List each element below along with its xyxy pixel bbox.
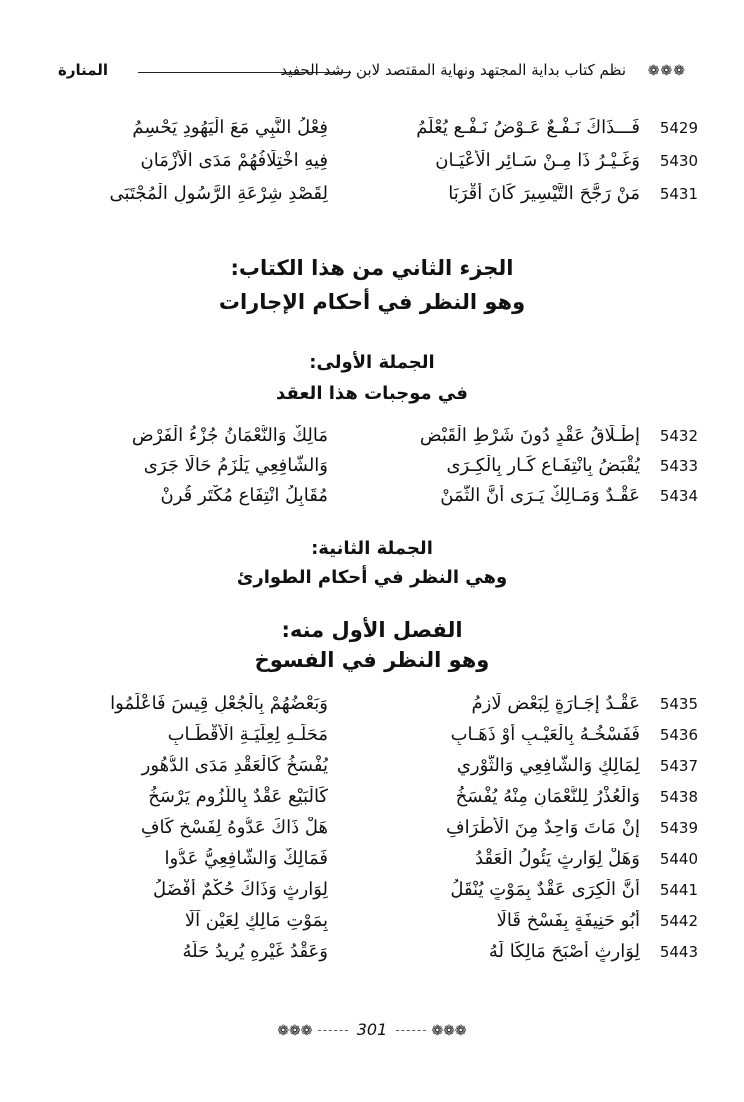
verse-first-hemistich: وَالْعُذْرُ لِلنُّعْمَانِ مِنْهُ يُفْسَخُ: [455, 786, 640, 807]
section-heading: الفصل الأول منه:: [281, 618, 463, 642]
flower-ornament-icon: ❁❁❁: [277, 1023, 313, 1039]
page-number: 301: [356, 1020, 388, 1039]
verse-number: 5432: [659, 427, 698, 445]
verse-number: 5431: [659, 185, 698, 203]
verse-number: 5439: [659, 819, 698, 837]
verse-first-hemistich: عَقْـدٌ وَمَـالِكٌ يَـرَى أَنَّ الثَّمَنْ: [440, 485, 640, 506]
footer-rule: [396, 1030, 426, 1031]
verse-second-hemistich: وَبَعْضُهُمْ بِالْجُعْلِ قِيسَ فَاعْلَمُوا: [110, 693, 328, 714]
verse-row: [58, 455, 698, 485]
verse-second-hemistich: فَمَالِكٌ وَالشَّافِعِيُّ عَدُّوا: [164, 848, 328, 869]
verse-first-hemistich: وَهَلْ لِوَارِثٍ يَئُولُ الْعَقْدُ: [475, 848, 640, 869]
verse-second-hemistich: لِقَصْدِ شِرْعَةِ الرَّسُولِ الْمُجْتَبَى: [109, 183, 328, 204]
header-rule: [138, 72, 351, 73]
chapter-subheading: في موجبات هذا العقد: [276, 383, 468, 404]
verse-number: 5443: [659, 943, 698, 961]
verse-second-hemistich: وَالشَّافِعِي يَلْزَمُ حَالًا جَرَى: [143, 455, 328, 476]
verse-second-hemistich: وَعَقْدُ غَيْرِهِ يُرِيدُ حَلَّهُ: [182, 941, 328, 962]
verse-number: 5429: [659, 119, 698, 137]
verse-number: 5436: [659, 726, 698, 744]
verse-row: [58, 183, 698, 213]
part-subheading: وهو النظر في أحكام الإجارات: [218, 290, 526, 314]
flower-ornament-icon: ❁❁❁: [431, 1023, 467, 1039]
verse-row: [58, 786, 698, 816]
verse-first-hemistich: لِوَارِثٍ أَصْبَحَ مَالِكًا لَهُ: [488, 941, 640, 962]
verse-row: [58, 693, 698, 723]
verse-first-hemistich: وَغَـيْـرُ ذَا مِـنْ سَـائِرِ الْأَعْيَـانِ: [435, 150, 640, 171]
verse-first-hemistich: فَـــذَاكَ نَـفْـعٌ عَـوْضُ نَـفْـعٍ يُعْلَمُ: [416, 117, 640, 138]
verse-first-hemistich: إِطْـلَاقُ عَقْدٍ دُونَ شَرْطِ الْقَبْضِ: [419, 425, 640, 446]
flower-ornament-icon: ❁❁❁: [647, 63, 686, 79]
verse-number: 5437: [659, 757, 698, 775]
verse-first-hemistich: أَبُو حَنِيفَةٍ بِفَسْخٍ قَالَا: [496, 910, 640, 931]
chapter-subheading: وهي النظر في أحكام الطوارئ: [236, 567, 508, 588]
verse-first-hemistich: مَنْ رَجَّحَ التَّيْسِيرَ كَانَ أَقْرَبَا: [448, 183, 640, 204]
verse-number: 5435: [659, 695, 698, 713]
verse-row: [58, 485, 698, 515]
verse-first-hemistich: أَنَّ الْكِرَى عَقْدٌ بِمَوْتٍ يُنْقَلُ: [450, 879, 640, 900]
chapter-heading: الجملة الثانية:: [311, 538, 433, 559]
part-heading: الجزء الثاني من هذا الكتاب:: [230, 256, 514, 280]
verse-first-hemistich: إِنْ مَاتَ وَاحِدٌ مِنَ الْأَطْرَافِ: [446, 817, 640, 838]
verse-row: [58, 755, 698, 785]
verse-first-hemistich: لِمَالِكٍ وَالشَّافِعِي وَالثَّوْرِي: [456, 755, 640, 776]
verse-second-hemistich: يُفْسَخُ كَالْعَقْدِ مَدَى الدُّهُورِ: [141, 755, 328, 776]
verse-second-hemistich: فِعْلُ النَّبِي مَعَ الْيَهُودِ يَحْسِمُ: [132, 117, 328, 138]
verse-row: [58, 150, 698, 180]
book-title: نظم كتاب بداية المجتهد ونهاية المقتصد لابن رشد الحفيد: [280, 61, 626, 79]
verse-row: [58, 724, 698, 754]
verse-row: [58, 941, 698, 971]
verse-number: 5434: [659, 487, 698, 505]
section-subheading: وهو النظر في الفسوخ: [254, 648, 490, 672]
verse-second-hemistich: هَلْ ذَاكَ عَدُّوهُ لِفَسْخٍ كَافِ: [140, 817, 328, 838]
verse-first-hemistich: فَفَسْخُـهُ بِالْعَيْـبِ أَوْ ذَهَـابِ: [450, 724, 640, 745]
verse-number: 5430: [659, 152, 698, 170]
verse-row: [58, 117, 698, 147]
verse-second-hemistich: مَالِكٌ وَالنُّعْمَانُ جُزْءُ الْفَرْضِ: [131, 425, 328, 446]
running-header: [58, 55, 686, 89]
verse-number: 5433: [659, 457, 698, 475]
verse-number: 5442: [659, 912, 698, 930]
verse-second-hemistich: بِمَوْتِ مَالِكٍ لِعَيْنٍ آلَا: [184, 910, 328, 931]
verse-second-hemistich: مُقَابِلُ انْتِفَاعِ مُكْتَرٍ قُرِنْ: [160, 485, 328, 506]
footer-rule: [318, 1030, 348, 1031]
publisher-name: المنارة: [58, 61, 109, 79]
verse-row: [58, 817, 698, 847]
verse-first-hemistich: عَقْـدُ إِجَـارَةٍ لِبَعْضٍ لَازِمُ: [471, 693, 640, 714]
verse-second-hemistich: كَالْبَيْعِ عَقْدٌ بِاللُّزُومِ يَرْسَخُ: [148, 786, 328, 807]
verse-number: 5438: [659, 788, 698, 806]
verse-second-hemistich: فِيهِ اخْتِلَافُهُمْ مَدَى الْأَزْمَانِ: [140, 150, 328, 171]
page-footer: [0, 1020, 744, 1039]
chapter-heading: الجملة الأولى:: [309, 352, 435, 373]
verse-number: 5441: [659, 881, 698, 899]
verse-row: [58, 425, 698, 455]
verse-number: 5440: [659, 850, 698, 868]
verse-row: [58, 910, 698, 940]
verse-row: [58, 848, 698, 878]
verse-first-hemistich: يُقْبَضُ بِانْتِفَـاعِ كَـارٍ بِالْكِـرَى: [446, 455, 640, 476]
verse-second-hemistich: لِوَارِثٍ وَذَاكَ حُكْمٌ أَفْضَلُ: [152, 879, 328, 900]
verse-row: [58, 879, 698, 909]
verse-second-hemistich: مَحَلِّـهِ لِعِلِّيَـةِ الْأَقْطَـابِ: [167, 724, 328, 745]
